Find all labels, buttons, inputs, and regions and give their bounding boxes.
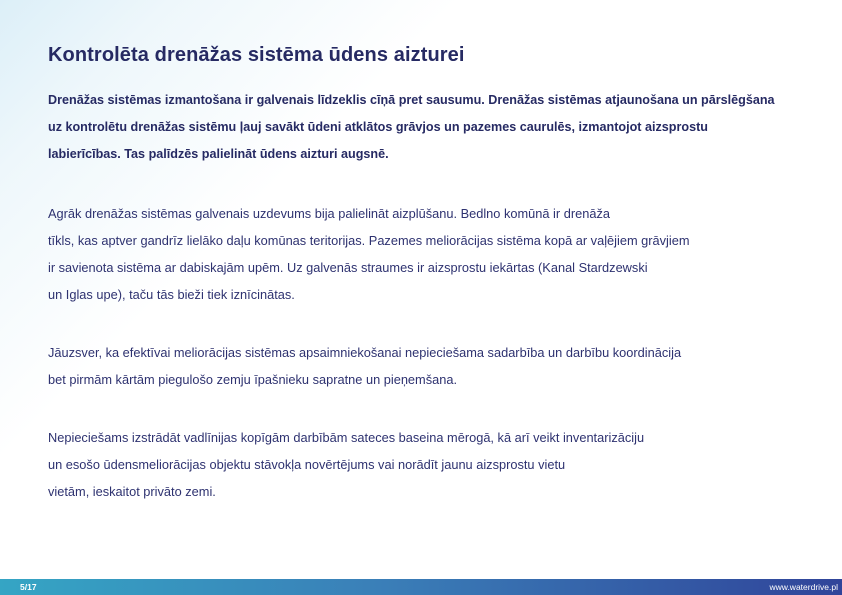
body-paragraph-guidelines [48,424,644,505]
paragraph-line: vietām, ieskaitot privāto zemi. [48,484,216,499]
paragraph-line: Agrāk drenāžas sistēmas galvenais uzdevums bija palielināt aizplūšanu. Bedlno komūnā ir drenāža [48,206,610,221]
paragraph-line: Drenāžas sistēmas izmantošana ir galvenais līdzeklis cīņā pret sausumu. Drenāžas sistēmas atjaunošana un pārslēgšana [48,93,775,107]
paragraph-line: Jāuzsver, ka efektīvai meliorācijas sistēmas apsaimniekošanai nepieciešama sadarbība un darbību koordinācija [48,345,682,360]
page-number: 5/17 [20,582,37,592]
paragraph-line: un esošo ūdensmeliorācijas objektu stāvokļa novērtējums vai norādīt jaunu aizsprostu vietu [48,457,566,472]
body-paragraph-history [48,200,690,308]
paragraph-line: uz kontrolētu drenāžas sistēmu ļauj savākt ūdeni atklātos grāvjos un pazemes caurulēs, izmantojot aizsprostu [48,120,708,134]
body-paragraph-cooperation [48,339,681,393]
paragraph-line: un Iglas upe), taču tās bieži tiek iznīcinātas. [48,287,295,302]
paragraph-line: tīkls, kas aptver gandrīz lielāko daļu komūnas teritorijas. Pazemes meliorācijas sistēma kopā ar vaļējiem grāvjiem [48,233,690,248]
page-title: Kontrolēta drenāžas sistēma ūdens aizturei [48,44,465,66]
paragraph-line: bet pirmām kārtām piegulošo zemju īpašnieku sapratne un pieņemšana. [48,372,458,387]
paragraph-line: labierīcības. Tas palīdzēs palielināt ūdens aizturi augsnē. [48,147,389,161]
paragraph-line: Nepieciešams izstrādāt vadlīnijas kopīgām darbībām sateces baseina mērogā, kā arī veikt inventarizāciju [48,430,645,445]
footer-bar [0,579,842,595]
lead-paragraph [48,87,775,168]
website-link[interactable]: www.waterdrive.pl [769,582,838,592]
paragraph-line: ir savienota sistēma ar dabiskajām upēm. Uz galvenās straumes ir aizsprostu iekārtas (Kanal Stardzewski [48,260,648,275]
